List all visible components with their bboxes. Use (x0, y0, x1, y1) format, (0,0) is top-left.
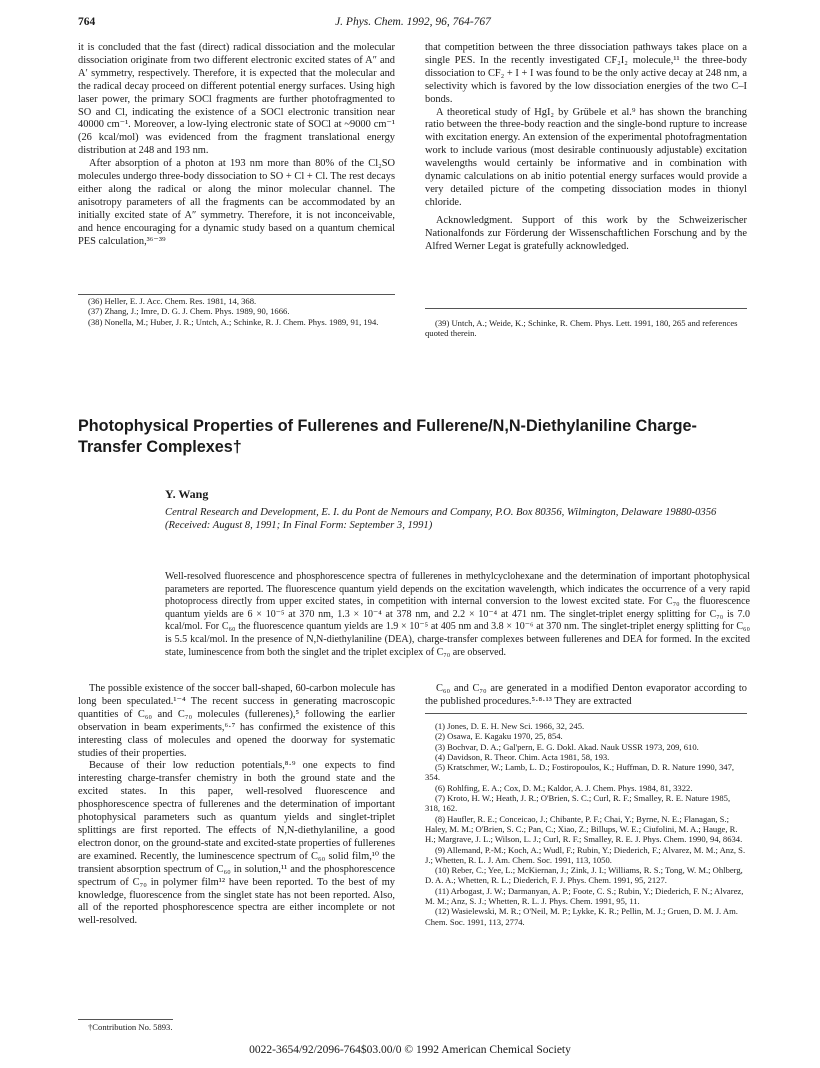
prev-references-right (425, 318, 747, 339)
page-footer: 0022-3654/92/2096-764$03.00/0 © 1992 American Chemical Society (249, 1044, 571, 1056)
footnote (88, 1022, 388, 1032)
author-affiliation: Central Research and Development, E. I. du Pont de Nemours and Company, P.O. Box 80356, Wilmington, Delaware 19880-0356 (Received: August 8, 1991; In Final Form: September 3, 1991) (165, 507, 717, 531)
prev-paragraph: After absorption of a photon at 193 nm more than 80% of the Cl₂SO molecules undergo three-body dissociation to SO + Cl + Cl. The rest decays either along the radical or along the minor molecular channel. The anisotropy parameters of all the fragments can be accommodated by an initially excited state of A″ symmetry. Therefore, it is not inconceivable, and hence encouraging for a dynamic study based on a quantum chemical PES calculation,³⁶⁻³⁹ (78, 158, 395, 247)
body-paragraph: The possible existence of the soccer ball-shaped, 60-carbon molecule has long been speculated.¹⁻⁴ The recent success in generating macroscopic quantities of C₆₀ and C₇₀ molecules (fullerenes),⁵ following the earlier observation in beam experiments,⁶·⁷ has confirmed the existence of this interesting class of molecules and opened the doorway for systematic studies of their properties. (78, 683, 395, 759)
prev-paragraph: it is concluded that the fast (direct) radical dissociation and the molecular dissociation originate from two different electronic excited states of A″ and A′ symmetry, respectively. Therefore, it is expected that the molecular and the radical decay proceed on different potential energy surfaces. Using high laser power, the primary SOCl fragments are further photofragmented to SO and Cl, indicating the existence of a SOCl electronic transition near 40000 cm⁻¹. Moreover, a low-lying electronic state of SOCl at ~9000 cm⁻¹ (26 kcal/mol) was evidenced from the fragment translational energy distribution at 248 and 193 nm. (78, 42, 395, 157)
reference-item: (8) Haufler, R. E.; Conceicao, J.; Chibante, P. F.; Chai, Y.; Byrne, N. E.; Flanagan, S.; Haley, M. M.; O'Brien, S. C.; Pan, C.; Xiao, Z.; Billups, W. E.; Ciufolini, M. A.; Hauge, R. H.; Margrave, J. L.; Wilson, L. J.; Curl, R. F.; Smalley, R. E. J. Phys. Chem. 1990, 94, 8634. (425, 813, 743, 845)
body-paragraph: C₆₀ and C₇₀ are generated in a modified Denton evaporator according to the published procedures.⁵·⁸·¹³ They are extracted (425, 683, 747, 707)
footnote-divider (78, 1019, 173, 1020)
reference-item: (5) Kratschmer, W.; Lamb, L. D.; Fostiropoulos, K.; Huffman, D. R. Nature 1990, 347, 354. (425, 762, 735, 783)
reference-item: (38) Nonella, M.; Huber, J. R.; Untch, A.; Schinke, R. J. Chem. Phys. 1989, 91, 194. (88, 316, 379, 327)
page-number: 764 (78, 16, 96, 28)
prev-paragraph: A theoretical study of HgI₂ by Grübele et al.⁹ has shown the branching ratio between the three-body reaction and the single-bond rupture to increase with excitation energy. An extension of the experimental photofragmentation work to include various (most desirable continuously adjustable) excitation wavelengths would certainly be informative and in combination with dynamic calculations on ab initio potential energy surfaces would provide a very detailed picture of the competing dissociation modes in thionyl chloride. (425, 106, 747, 208)
reference-item: (12) Wasielewski, M. R.; O'Neil, M. P.; Lykke, K. R.; Pellin, M. J.; Gruen, D. M. J. Am. Chem. Soc. 1991, 113, 2774. (425, 906, 738, 927)
references-list (425, 721, 747, 927)
reference-item: (11) Arbogast, J. W.; Darmanyan, A. P.; Foote, C. S.; Rubin, Y.; Diederich, F. N.; Alvarez, M. M.; Anz, S. J.; Whetten, R. L. J. Phys. Chem. 1991, 95, 11. (425, 885, 744, 907)
prev-article-left-column (78, 42, 395, 249)
reference-item: (9) Allemand, P.-M.; Koch, A.; Wudl, F.; Rubin, Y.; Diederich, F.; Alvarez, M. M.; Anz, S. J.; Whetten, R. L. J. Am. Chem. Soc. 1991, 113, 1050. (425, 844, 746, 865)
acknowledgment: Acknowledgment. Support of this work by the Schweizerischer Nationalfonds zur Förderung der Wissenschaftlichen Forschung and by the Alfred Werner Legat is gratefully acknowledged. (425, 214, 747, 252)
divider (425, 713, 747, 714)
reference-item: (36) Heller, E. J. Acc. Chem. Res. 1981, 14, 368. (88, 296, 257, 306)
reference-item: (1) Jones, D. E. H. New Sci. 1966, 32, 245. (435, 721, 585, 731)
footnote-text: †Contribution No. 5893. (88, 1022, 173, 1032)
body-right-column (425, 683, 747, 709)
prev-references-left (78, 296, 395, 327)
journal-citation: J. Phys. Chem. 1992, 96, 764-767 (335, 16, 491, 28)
prev-article-right-column (425, 42, 747, 254)
prev-paragraph: that competition between the three dissociation pathways takes place on a single PES. In the recently investigated CF₂I₂ molecule,¹¹ the three-body dissociation to CF₂ + I + I was found to be the only active decay at 248 nm, a selectivity which is favored by the low dissociation energies of the two C–I bonds. (425, 42, 747, 105)
running-head (78, 16, 748, 32)
reference-item: (2) Osawa, E. Kagaku 1970, 25, 854. (435, 731, 563, 742)
reference-item: (39) Untch, A.; Weide, K.; Schinke, R. Chem. Phys. Lett. 1991, 180, 265 and references quoted therein. (425, 318, 738, 339)
abstract: Well-resolved fluorescence and phosphorescence spectra of fullerenes in methylcyclohexane and the determination of important photophysical parameters are reported. The fluorescence quantum yield depends on the excitation wavelength, which indicates the occurrence of a very rapid photoprocess directly from upper excited states, in competition with internal conversion to the lowest excited state. For C₇₀ the fluorescence quantum yields are 6 × 10⁻⁵ at 370 nm, 1.3 × 10⁻⁴ at 378 nm, and 2.2 × 10⁻⁴ at 471 nm. The singlet-triplet energy splitting for C₇₀ is 7.0 kcal/mol. For C₆₀ the fluorescence quantum yields are 1.9 × 10⁻⁵ at 405 nm and 3.8 × 10⁻⁶ at 370 nm. The singlet-triplet energy splitting for C₆₀ is 5.5 kcal/mol. In the presence of N,N-diethylaniline (DEA), charge-transfer complexes between fullerenes and DEA for formed. In the excited state, luminescence from both the singlet and the triplet exciplex of C₇₀ are observed. (165, 571, 750, 658)
body-paragraph: Because of their low reduction potentials,⁸·⁹ one expects to find interesting charge-transfer chemistry in both the ground state and the excited states. In this paper, well-resolved fluorescence and phosphorescence spectra of fullerenes and the determination of important photophysical parameters such as quantum yields and singlet-triplet splittings are first reported. The effects of N,N-diethylaniline, a good electron donor, on the ground-state and excited-state properties of fullerenes are examined. Recently, the luminescence spectrum of C₆₀ solid film,¹⁰ the transient absorption spectrum of C₆₀ in solution,¹¹ and the phosphorescence spectrum of C₇₀ in polymer film¹² have been reported. To the best of my knowledge, fluorescence from the singlet state has not been reported. Also, all of the reported phosphorescence spectra are either incomplete or not well-resolved. (78, 760, 395, 927)
reference-item: (7) Kroto, H. W.; Heath, J. R.; O'Brien, S. C.; Curl, R. F.; Smalley, R. E. Nature 1985, 318, 162. (425, 793, 731, 814)
reference-item: (4) Davidson, R. Theor. Chim. Acta 1981, 58, 193. (435, 751, 610, 762)
divider (78, 294, 395, 295)
reference-item: (10) Reber, C.; Yee, L.; McKiernan, J.; Zink, J. I.; Williams, R. S.; Tong, W. M.; Ohlberg, D. A. A.; Whetten, R. L.; Diederich, F. J. Phys. Chem. 1991, 95, 2127. (425, 865, 743, 886)
body-left-column (78, 683, 395, 928)
author-name: Y. Wang (165, 487, 209, 501)
reference-item: (6) Rohlfing, E. A.; Cox, D. M.; Kaldor, A. J. Chem. Phys. 1984, 81, 3322. (435, 782, 693, 793)
divider (425, 308, 747, 309)
article-title: Photophysical Properties of Fullerenes and Fullerene/N,N-Diethylaniline Charge-Transfer Complexes† (78, 417, 697, 456)
reference-item: (37) Zhang, J.; Imre, D. G. J. Chem. Phys. 1989, 90, 1666. (88, 306, 290, 317)
reference-item: (3) Bochvar, D. A.; Gal'pern, E. G. Dokl. Akad. Nauk USSR 1973, 209, 610. (435, 741, 699, 752)
